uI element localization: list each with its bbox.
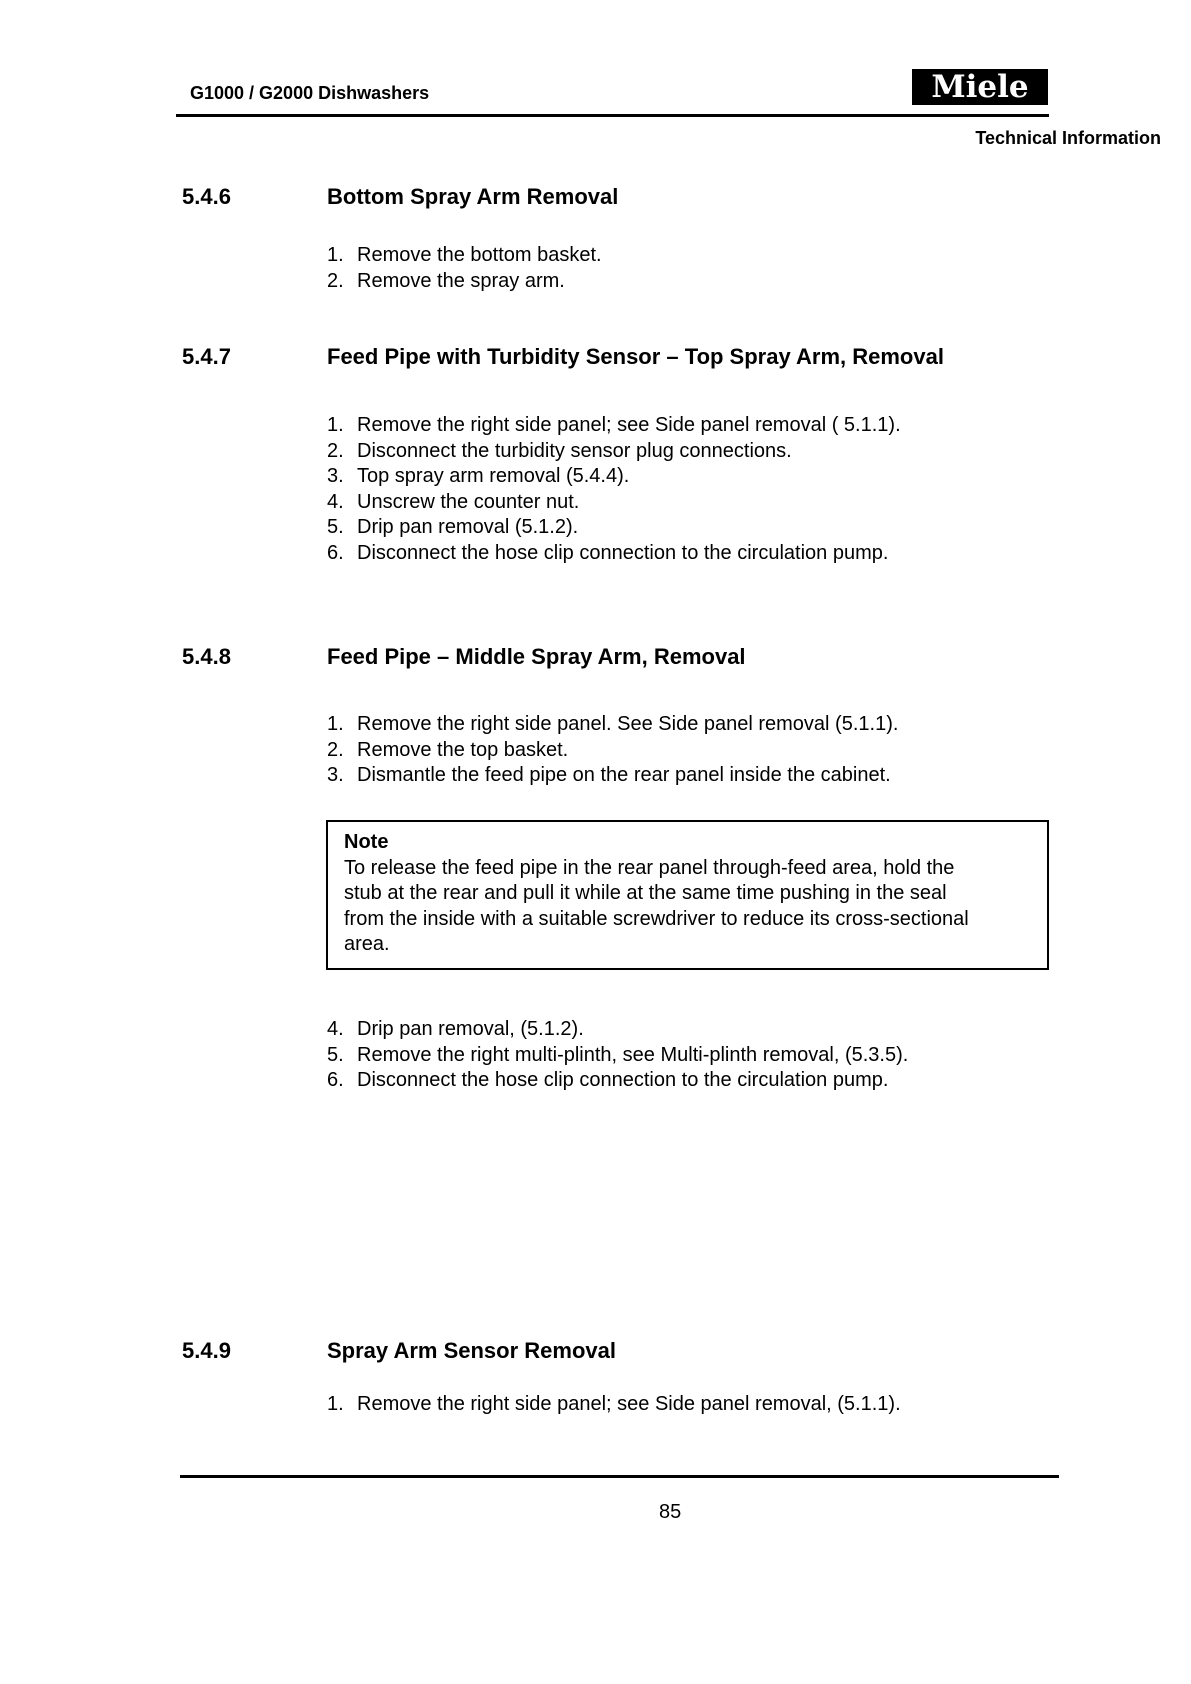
step-number: 1.: [327, 244, 344, 266]
section-number: 5.4.8: [182, 644, 231, 669]
step-text: Drip pan removal, (5.1.2).: [357, 1018, 584, 1040]
step-number: 3.: [327, 465, 344, 487]
list-item: [327, 541, 901, 567]
step-text: Disconnect the hose clip connection to the circulation pump.: [357, 1069, 889, 1091]
list-item: [327, 464, 901, 490]
step-number: 1.: [327, 1393, 344, 1415]
step-number: 5.: [327, 1043, 344, 1066]
step-number: 4.: [327, 490, 344, 513]
step-text: Remove the right multi-plinth, see Multi-plinth removal, (5.3.5).: [357, 1043, 909, 1066]
note-line: area.: [344, 933, 390, 955]
step-text: Unscrew the counter nut.: [357, 490, 580, 513]
step-text: Remove the right side panel; see Side panel removal ( 5.1.1).: [357, 414, 901, 436]
list-item: [327, 269, 602, 295]
list-item: [327, 1043, 908, 1069]
note-line: stub at the rear and pull it while at the same time pushing in the seal: [344, 882, 947, 904]
list-item: [327, 1068, 908, 1094]
section-title: Feed Pipe with Turbidity Sensor – Top Spray Arm, Removal: [327, 344, 944, 369]
step-list: [327, 1392, 901, 1418]
section-number: 5.4.9: [182, 1338, 231, 1363]
step-number: 4.: [327, 1018, 344, 1040]
section-title: Bottom Spray Arm Removal: [327, 184, 619, 209]
list-item: [327, 515, 901, 541]
list-item: [327, 1392, 901, 1418]
step-number: 5.: [327, 516, 344, 538]
step-list: [327, 243, 602, 294]
note-box: [326, 820, 1049, 970]
step-number: 2.: [327, 738, 344, 761]
step-text: Disconnect the turbidity sensor plug connections.: [357, 439, 792, 462]
step-list: [327, 1017, 908, 1094]
list-item: [327, 712, 898, 738]
step-number: 3.: [327, 764, 344, 786]
step-list: [327, 712, 898, 789]
step-number: 1.: [327, 713, 344, 735]
section-number: 5.4.6: [182, 184, 231, 209]
miele-logo: Miele: [912, 69, 1048, 105]
section-title: Feed Pipe – Middle Spray Arm, Removal: [327, 644, 746, 669]
list-item: [327, 243, 602, 269]
list-item: [327, 490, 901, 516]
step-text: Disconnect the hose clip connection to the circulation pump.: [357, 541, 889, 564]
step-text: Remove the spray arm.: [357, 269, 565, 292]
step-text: Remove the bottom basket.: [357, 244, 602, 266]
step-list: [327, 413, 901, 566]
step-number: 6.: [327, 541, 344, 564]
section-number: 5.4.7: [182, 344, 231, 369]
list-item: [327, 763, 898, 789]
list-item: [327, 738, 898, 764]
list-item: [327, 439, 901, 465]
step-text: Dismantle the feed pipe on the rear panel inside the cabinet.: [357, 764, 891, 786]
step-text: Remove the top basket.: [357, 738, 569, 761]
list-item: [327, 1017, 908, 1043]
step-number: 2.: [327, 269, 344, 292]
header-rule: [176, 114, 1049, 117]
footer-rule: [180, 1475, 1059, 1478]
step-text: Remove the right side panel. See Side panel removal (5.1.1).: [357, 713, 899, 735]
note-heading: Note: [344, 831, 389, 853]
step-text: Top spray arm removal (5.4.4).: [357, 465, 630, 487]
step-number: 6.: [327, 1069, 344, 1091]
step-text: Remove the right side panel; see Side panel removal, (5.1.1).: [357, 1393, 901, 1415]
step-text: Drip pan removal (5.1.2).: [357, 516, 579, 538]
note-line: from the inside with a suitable screwdriver to reduce its cross-sectional: [344, 907, 969, 930]
document-title: G1000 / G2000 Dishwashers: [190, 83, 430, 103]
step-number: 1.: [327, 414, 344, 436]
header-subtitle: Technical Information: [975, 128, 1161, 148]
step-number: 2.: [327, 439, 344, 462]
section-title: Spray Arm Sensor Removal: [327, 1338, 616, 1363]
page-number: 85: [659, 1501, 682, 1523]
note-line: To release the feed pipe in the rear panel through-feed area, hold the: [344, 856, 955, 879]
list-item: [327, 413, 901, 439]
